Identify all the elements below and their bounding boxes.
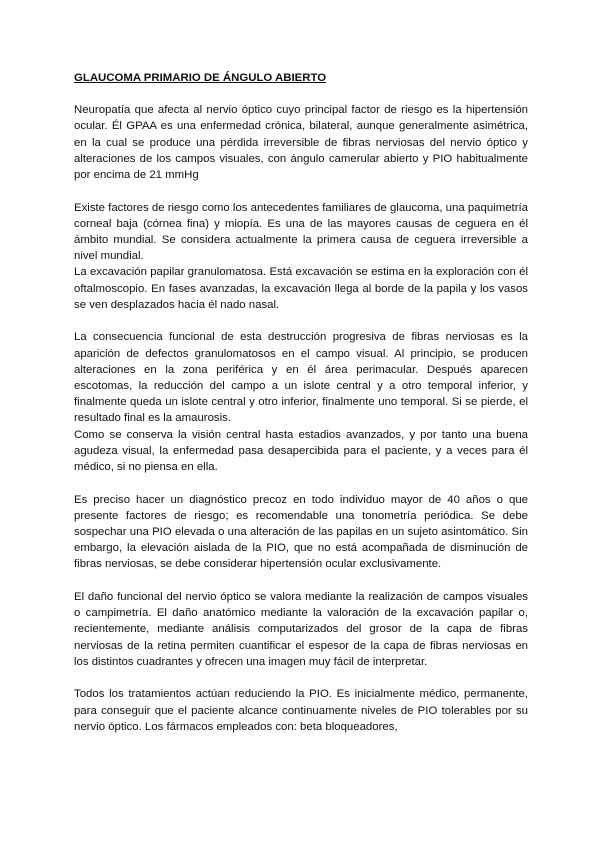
document-page: [74, 70, 528, 735]
paragraph-functional-consequence: La consecuencia funcional de esta destrucción progresiva de fibras nerviosas es la aparición de defectos granulomatosos en el campo visual. Al principio, se producen alteraciones en la zona periférica y en él área perimacular. Después aparecen escotomas, la reducción del campo a un islote central y a otro temporal inferior, y finalmente queda un islote central y otro inferior, finalmente uno temporal. Si se pierde, el resultado final es la amaurosis.: [74, 331, 528, 425]
paragraph-spacer: [74, 183, 528, 199]
paragraph-spacer: [74, 573, 528, 589]
document-title: GLAUCOMA PRIMARIO DE ÁNGULO ABIERTO: [74, 72, 327, 84]
paragraph-central-vision: Como se conserva la visión central hasta estadios avanzados, y por tanto una buena agudeza visual, la enfermedad pasa desapercibida para el paciente, y a veces para él médico, si no piensa en ella.: [74, 428, 528, 474]
paragraph-spacer: [74, 475, 528, 491]
paragraph-risk-factors: Existe factores de riesgo como los antecedentes familiares de glaucoma, una paquimetría corneal baja (córnea fina) y miopía. Es una de las mayores causas de ceguera en él ámbito mundial. Se considera actualmente la primera causa de ceguera irreversible a nivel mundial.: [74, 201, 528, 263]
paragraph-papillary-excavation: La excavación papilar granulomatosa. Está excavación se estima en la exploración con él oftalmoscopio. En fases avanzadas, la excavación llega al borde de la papila y los vasos se ven desplazados hacia él nado nasal.: [74, 266, 528, 311]
paragraph-definition: Neuropatía que afecta al nervio óptico cuyo principal factor de riesgo es la hipertensión ocular. Él GPAA es una enfermedad crónica, bilateral, aunque generalmente asimétrica, en la cual se produce una pérdida irreversible de fibras nerviosas del nervio óptico y alteraciones de los campos visuales, con ángulo camerular abierto y PIO habitualmente por encima de 21 mmHg: [74, 104, 528, 182]
paragraph-spacer: [74, 670, 528, 686]
paragraph-spacer: [74, 313, 528, 329]
paragraph-damage-assessment: El daño funcional del nervio óptico se valora mediante la realización de campos visuales o campimetría. El daño anatómico mediante la valoración de la excavación papilar o, recientemente, mediante análisis computarizados del grosor de la capa de fibras nerviosas de la retina permiten cuantificar el espesor de la capa de fibras nerviosas en los distintos cuadrantes y ofrecen una imagen muy fácil de interpretar.: [74, 591, 528, 668]
paragraph-early-diagnosis: Es preciso hacer un diagnóstico precoz en todo individuo mayor de 40 años o que presente factores de riesgo; es recomendable una tonometría periódica. Se debe sospechar una PIO elevada o una alteración de las papilas en un sujeto asintomático. Sin embargo, la elevación aislada de la PIO, que no está acompañada de disminución de fibras nerviosas, se debe considerar hipertensión ocular exclusivamente.: [74, 493, 528, 571]
paragraph-treatment: Todos los tratamientos actúan reduciendo la PIO. Es inicialmente médico, permanente, para conseguir que el paciente alcance continuamente niveles de PIO tolerables por su nervio óptico. Los fármacos empleados con: beta bloqueadores,: [74, 688, 528, 733]
